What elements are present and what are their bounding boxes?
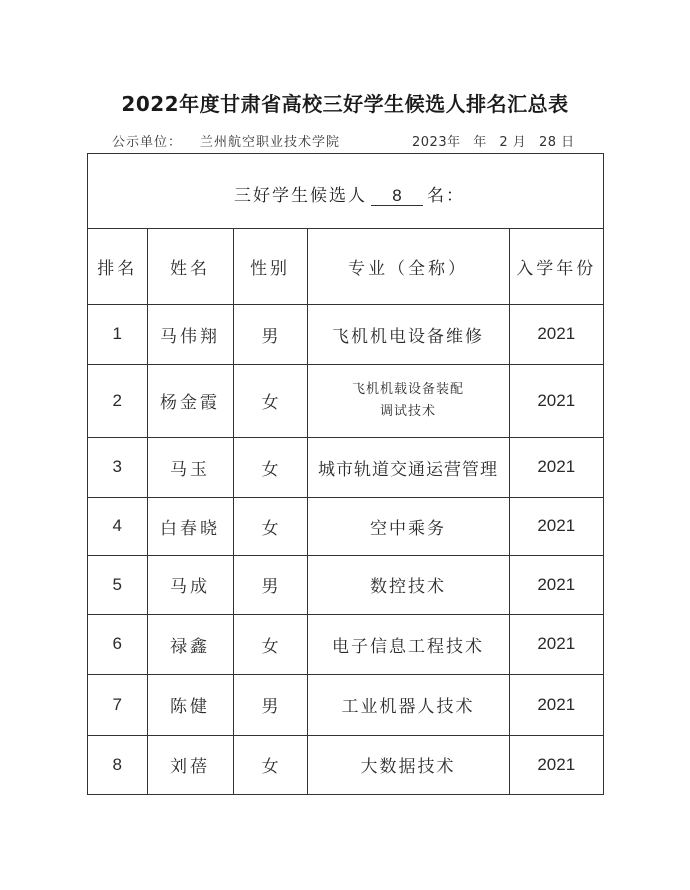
rank-cell: 6 bbox=[88, 614, 147, 674]
table-row bbox=[88, 304, 603, 364]
date-blank: 年 bbox=[473, 135, 487, 150]
name-cell: 禄鑫 bbox=[147, 614, 233, 674]
rank-cell: 3 bbox=[88, 437, 147, 497]
rank-cell: 7 bbox=[88, 674, 147, 735]
gender-cell: 女 bbox=[233, 497, 307, 555]
name-cell: 马伟翔 bbox=[147, 304, 233, 364]
major-cell: 空中乘务 bbox=[307, 497, 509, 555]
major-cell: 工业机器人技术 bbox=[307, 674, 509, 735]
year-cell: 2021 bbox=[509, 735, 603, 794]
year-cell: 2021 bbox=[509, 364, 603, 437]
major-line-1: 飞机机载设备装配 bbox=[351, 381, 464, 397]
candidate-count-value: 8 bbox=[371, 187, 423, 206]
table-row bbox=[88, 497, 603, 555]
year-cell: 2021 bbox=[509, 674, 603, 735]
major-line-2: 调试技术 bbox=[379, 403, 436, 419]
publishing-unit-label: 公示单位： bbox=[112, 135, 183, 150]
gender-cell: 女 bbox=[233, 735, 307, 794]
name-cell: 白春晓 bbox=[147, 497, 233, 555]
name-cell: 马成 bbox=[147, 555, 233, 614]
header-rank: 排名 bbox=[88, 229, 147, 304]
major-cell: 数控技术 bbox=[307, 555, 509, 614]
ranking-grid bbox=[88, 229, 603, 794]
table-header-row bbox=[88, 229, 603, 304]
header-gender: 性别 bbox=[233, 229, 307, 304]
rank-cell: 1 bbox=[88, 304, 147, 364]
name-cell: 刘蓓 bbox=[147, 735, 233, 794]
candidate-table bbox=[87, 153, 604, 795]
rank-cell: 2 bbox=[88, 364, 147, 437]
gender-cell: 女 bbox=[233, 614, 307, 674]
year-cell: 2021 bbox=[509, 437, 603, 497]
rank-cell: 5 bbox=[88, 555, 147, 614]
date-month: 2 月 bbox=[499, 135, 527, 150]
header-major: 专业（全称） bbox=[307, 229, 509, 304]
table-row bbox=[88, 735, 603, 794]
header-enrollment-year: 入学年份 bbox=[509, 229, 603, 304]
table-row bbox=[88, 437, 603, 497]
candidate-count-text bbox=[234, 181, 465, 206]
table-row bbox=[88, 364, 603, 437]
publication-date bbox=[412, 131, 583, 150]
major-cell bbox=[307, 364, 509, 437]
date-day: 28 日 bbox=[538, 135, 575, 150]
publication-info bbox=[0, 131, 690, 151]
major-cell: 大数据技术 bbox=[307, 735, 509, 794]
gender-cell: 男 bbox=[233, 674, 307, 735]
gender-cell: 女 bbox=[233, 437, 307, 497]
candidate-count-suffix: 名： bbox=[427, 186, 465, 206]
year-cell: 2021 bbox=[509, 304, 603, 364]
name-cell: 杨金霞 bbox=[147, 364, 233, 437]
name-cell: 马玉 bbox=[147, 437, 233, 497]
rank-cell: 4 bbox=[88, 497, 147, 555]
header-name: 姓名 bbox=[147, 229, 233, 304]
major-cell: 电子信息工程技术 bbox=[307, 614, 509, 674]
year-cell: 2021 bbox=[509, 614, 603, 674]
table-row bbox=[88, 614, 603, 674]
rank-cell: 8 bbox=[88, 735, 147, 794]
gender-cell: 男 bbox=[233, 555, 307, 614]
candidate-count-prefix: 三好学生候选人 bbox=[234, 186, 367, 206]
gender-cell: 女 bbox=[233, 364, 307, 437]
major-cell: 城市轨道交通运营管理 bbox=[307, 437, 509, 497]
major-cell: 飞机机电设备维修 bbox=[307, 304, 509, 364]
table-row bbox=[88, 555, 603, 614]
gender-cell: 男 bbox=[233, 304, 307, 364]
table-row bbox=[88, 674, 603, 735]
year-cell: 2021 bbox=[509, 497, 603, 555]
candidate-count-row bbox=[88, 154, 603, 229]
year-cell: 2021 bbox=[509, 555, 603, 614]
date-year: 2023年 bbox=[412, 135, 461, 150]
name-cell: 陈健 bbox=[147, 674, 233, 735]
publishing-unit-name: 兰州航空职业技术学院 bbox=[200, 135, 341, 150]
page-title: 2022年度甘肃省高校三好学生候选人排名汇总表 bbox=[121, 92, 569, 116]
